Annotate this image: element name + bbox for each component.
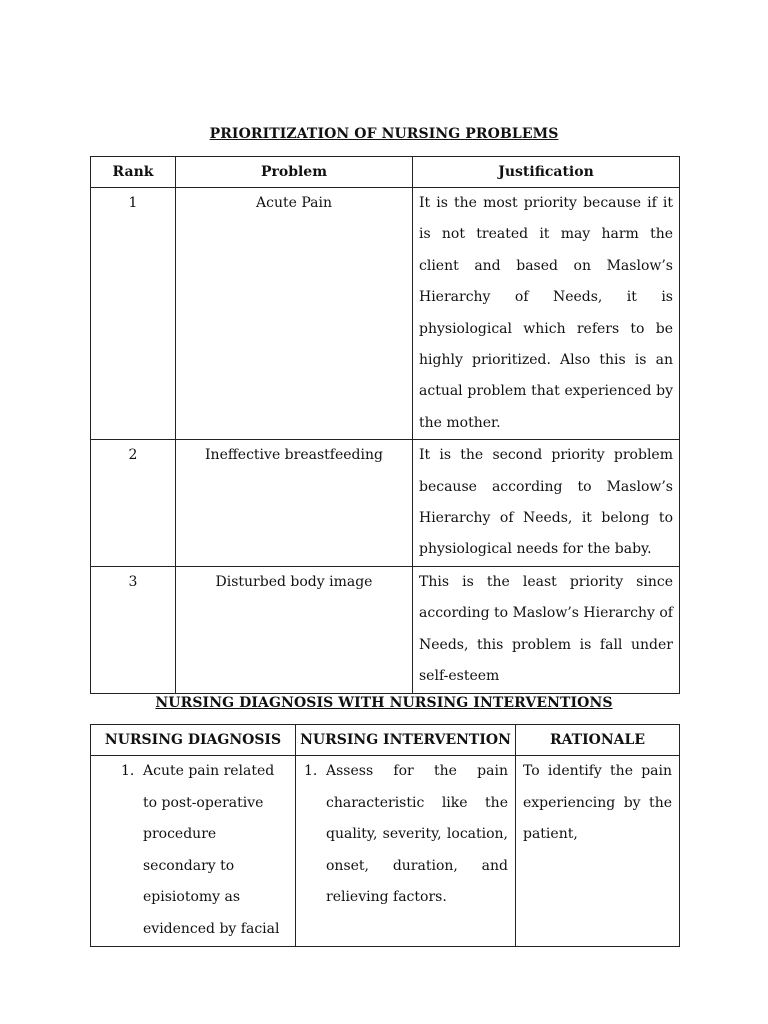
intervention-header: NURSING INTERVENTION [296, 725, 516, 756]
rank-cell: 2 [91, 440, 176, 567]
table-row [91, 756, 680, 947]
table-row [91, 440, 680, 567]
prioritization-header-row [91, 157, 680, 188]
interventions-table [90, 724, 680, 947]
table-row [91, 188, 680, 440]
problem-header: Problem [176, 157, 413, 188]
problem-cell: Disturbed body image [176, 566, 413, 693]
rationale-cell: To identify the pain experiencing by the patient, [516, 756, 680, 947]
prioritization-table [90, 156, 680, 694]
rank-cell: 3 [91, 566, 176, 693]
justification-cell: It is the second priority problem because according to Maslow’s Hierarchy of Needs, it belong to physiological needs for the baby. [413, 440, 680, 567]
interventions-title: NURSING DIAGNOSIS WITH NURSING INTERVENTIONS [155, 695, 613, 711]
interventions-header-row [91, 725, 680, 756]
diagnosis-text: Acute pain related to post-operative procedure secondary to episiotomy as evidenced by facial [143, 763, 280, 937]
diagnosis-header: NURSING DIAGNOSIS [91, 725, 296, 756]
intervention-number: 1. [304, 763, 318, 779]
justification-cell: This is the least priority since according to Maslow’s Hierarchy of Needs, this problem is fall under self-esteem [413, 566, 680, 693]
prioritization-title: PRIORITIZATION OF NURSING PROBLEMS [209, 126, 559, 142]
justification-header: Justification [413, 157, 680, 188]
problem-cell: Acute Pain [176, 188, 413, 440]
rank-header: Rank [91, 157, 176, 188]
diagnosis-number: 1. [121, 763, 135, 779]
table-row [91, 566, 680, 693]
rank-cell: 1 [91, 188, 176, 440]
diagnosis-cell [91, 756, 296, 947]
intervention-text: Assess for the pain characteristic like the quality, severity, location, onset, duration, and relieving factors. [326, 763, 508, 906]
rationale-header: RATIONALE [516, 725, 680, 756]
problem-cell: Ineffective breastfeeding [176, 440, 413, 567]
justification-cell: It is the most priority because if it is not treated it may harm the client and based on Maslow’s Hierarchy of Needs, it is physiological which refers to be highly prioritized. Also this is an actual problem that experienced by the mother. [413, 188, 680, 440]
intervention-cell [296, 756, 516, 947]
